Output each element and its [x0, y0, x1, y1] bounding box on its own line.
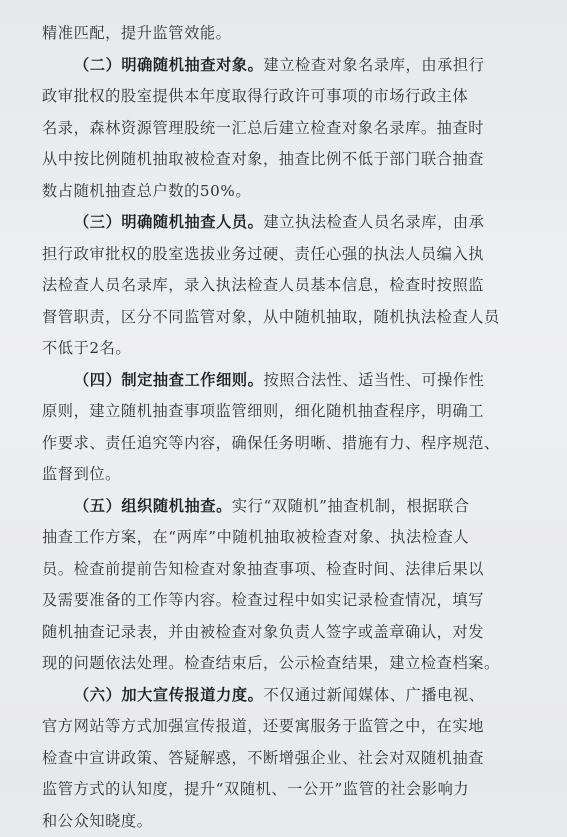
text-line: 不低于2名。 [42, 333, 531, 365]
text-line: 检查中宣讲政策、答疑解惑，不断增强企业、社会对双随机抽查 [42, 743, 531, 775]
text-line: 名录，森林资源管理股统一汇总后建立检查对象名录库。抽查时 [42, 113, 531, 145]
text-line: 抽查工作方案，在“两库”中随机抽取被检查对象、执法检查人 [42, 522, 531, 554]
text-line: 及需要准备的工作等内容。检查过程中如实记录检查情况，填写 [42, 585, 531, 617]
text-line: 担行政审批权的股室选拔业务过硬、责任心强的执法人员编入执 [42, 239, 531, 271]
section-heading: （二）明确随机抽查对象。 [74, 56, 263, 74]
section-heading: （三）明确随机抽查人员。 [74, 213, 263, 231]
text-line: 政审批权的股室提供本年度取得行政许可事项的市场行政主体 [42, 81, 531, 113]
text-line: （三）明确随机抽查人员。建立执法检查人员名录库，由承 [42, 207, 531, 239]
text-line: 数占随机抽查总户数的50%。 [42, 176, 531, 208]
section-heading: （四）制定抽查工作细则。 [74, 371, 263, 389]
text-line: 法检查人员名录库，录入执法检查人员基本信息，检查时按照监 [42, 270, 531, 302]
text-line: （四）制定抽查工作细则。按照合法性、适当性、可操作性 [42, 365, 531, 397]
text-line: 和公众知晓度。 [42, 806, 531, 837]
text-line: （二）明确随机抽查对象。建立检查对象名录库，由承担行 [42, 50, 531, 82]
text-line: 随机抽查记录表，并由被检查对象负责人签字或盖章确认，对发 [42, 617, 531, 649]
text-line: 精准匹配，提升监管效能。 [42, 18, 531, 50]
text-line: 官方网站等方式加强宣传报道，还要寓服务于监管之中，在实地 [42, 711, 531, 743]
text-line: 作要求、责任追究等内容，确保任务明晰、措施有力、程序规范、 [42, 428, 531, 460]
section-heading: （六）加大宣传报道力度。 [74, 686, 263, 704]
text-line: （五）组织随机抽查。实行“双随机”抽查机制，根据联合 [42, 491, 531, 523]
text-line: 原则，建立随机抽查事项监管细则，细化随机抽查程序，明确工 [42, 396, 531, 428]
text-line: 督管职责，区分不同监管对象，从中随机抽取，随机执法检查人员 [42, 302, 531, 334]
text-line: 监管方式的认知度，提升“双随机、一公开”监管的社会影响力 [42, 774, 531, 806]
text-line: 现的问题依法处理。检查结束后，公示检查结果，建立检查档案。 [42, 648, 531, 680]
text-line: 员。检查前提前告知检查对象抽查事项、检查时间、法律后果以 [42, 554, 531, 586]
section-heading: （五）组织随机抽查。 [74, 497, 232, 515]
text-line: 从中按比例随机抽取被检查对象，抽查比例不低于部门联合抽查 [42, 144, 531, 176]
text-line: 监督到位。 [42, 459, 531, 491]
text-line: （六）加大宣传报道力度。不仅通过新闻媒体、广播电视、 [42, 680, 531, 712]
